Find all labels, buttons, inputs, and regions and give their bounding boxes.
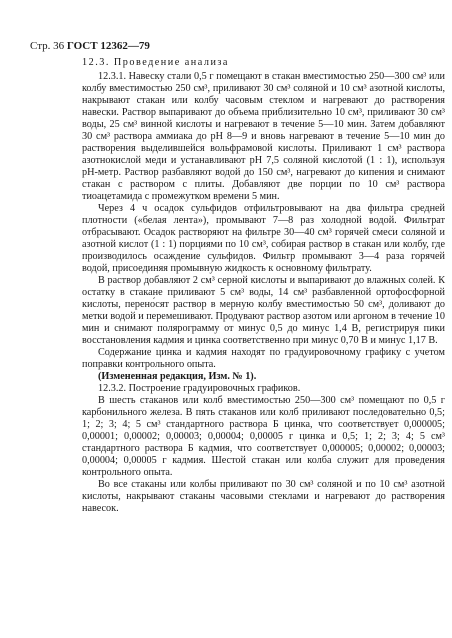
standard-code: ГОСТ 12362—79 xyxy=(66,40,150,52)
section-title: 12.3. Проведение анализа xyxy=(82,57,229,68)
edition-note: (Измененная редакция, Изм. № 1). xyxy=(98,371,257,382)
paragraph-acid-addition: Во все стаканы или колбы приливают по 30 см³ соляной и по 10 см³ азотной кислоты, накрывают стаканы часовыми стеклами и нагревают до растворения навесок. xyxy=(82,479,445,514)
paragraph-filtration: Через 4 ч осадок сульфидов отфильтровывают на два фильтра средней плотности («белая лента»), промывают 7—8 раз холодной водой. Фильтрат отбрасывают. Осадок растворяют на фильтре 30—40 см³ горячей смеси соляной и азотной кислот (1 : 1) порциями по 10 см³, собирая раствор в стакан или колбу, где производилось осаждение сульфидов. Фильтр промывают 3—4 раза горячей водой, присоединяя промывную жидкость к основному фильтрату. xyxy=(82,203,445,274)
paragraph-calibration-note: Содержание цинка и кадмия находят по градуировочному графику с учетом поправки контрольного опыта. xyxy=(82,347,445,370)
paragraph-polarography: В раствор добавляют 2 см³ серной кислоты и выпаривают до влажных солей. К остатку в стакане приливают 5 см³ воды, 14 см³ разбавленной ортофосфорной кислоты, перено́сят раствор в мерную колбу вместимостью 50 см³, доливают до метки водой и перемешивают. Продувают раствор азотом или аргоном в течение 10 мин и снимают полярограмму от минус 0,5 до минус 1,4 В, регистрируя пики восстановления кадмия и цинка соответственно при минус 0,70 В и минус 1,17 В. xyxy=(82,275,445,346)
subsection-12-3-2: 12.3.2. Построение градуировочных графиков. xyxy=(98,383,301,394)
page-header xyxy=(30,40,150,52)
paragraph-12-3-1: 12.3.1. Навеску стали 0,5 г помещают в стакан вместимостью 250—300 см³ или колбу вместимостью 250 см³, приливают 30 см³ соляной и 10 см³ азотной кислоты, накрывают стакан или колбу часовым стеклом и нагревают до растворения навески. Раствор выпаривают до объема приблизительно 10 см³, приливают 30 см³ воды, 25 см³ винной кислоты и нагревают в течение 5—10 мин. Затем добавляют 30 см³ раствора аммиака до pH 8—9 и вновь нагревают в течение 5—10 мин до растворения выделившейся вольфрамовой кислоты. Приливают 1 см³ раствора азотнокислой меди и устанавливают pH 7,5 соляной кислотой (1 : 1), используя pH-метр. Раствор разбавляют водой до 150 см³, нагревают до кипения и снимают стакан с раствором с плиты. Добавляют две порции по 10 см³ раствора тиоацетамида с промежутком времени 5 мин. xyxy=(82,71,445,202)
paragraph-standard-solutions: В шесть стаканов или колб вместимостью 250—300 см³ помещают по 0,5 г карбонильного железа. В пять стаканов или колб приливают последовательно 0,5; 1; 2; 3; 4; 5 см³ стандартного раствора Б цинка, что соответствует 0,000005; 0,00001; 0,00002; 0,00003; 0,00004; 0,00005 г цинка и 0,5; 1; 2; 3; 4; 5 см³ стандартного раствора Б кадмия, что соответствует 0,000005; 0,00002; 0,00003; 0,00004; 0,00005 г кадмия. Шестой стакан или колба служит для проведения контрольного опыта. xyxy=(82,395,445,478)
page-number: Стр. 36 xyxy=(30,40,65,52)
document-body xyxy=(82,57,445,515)
